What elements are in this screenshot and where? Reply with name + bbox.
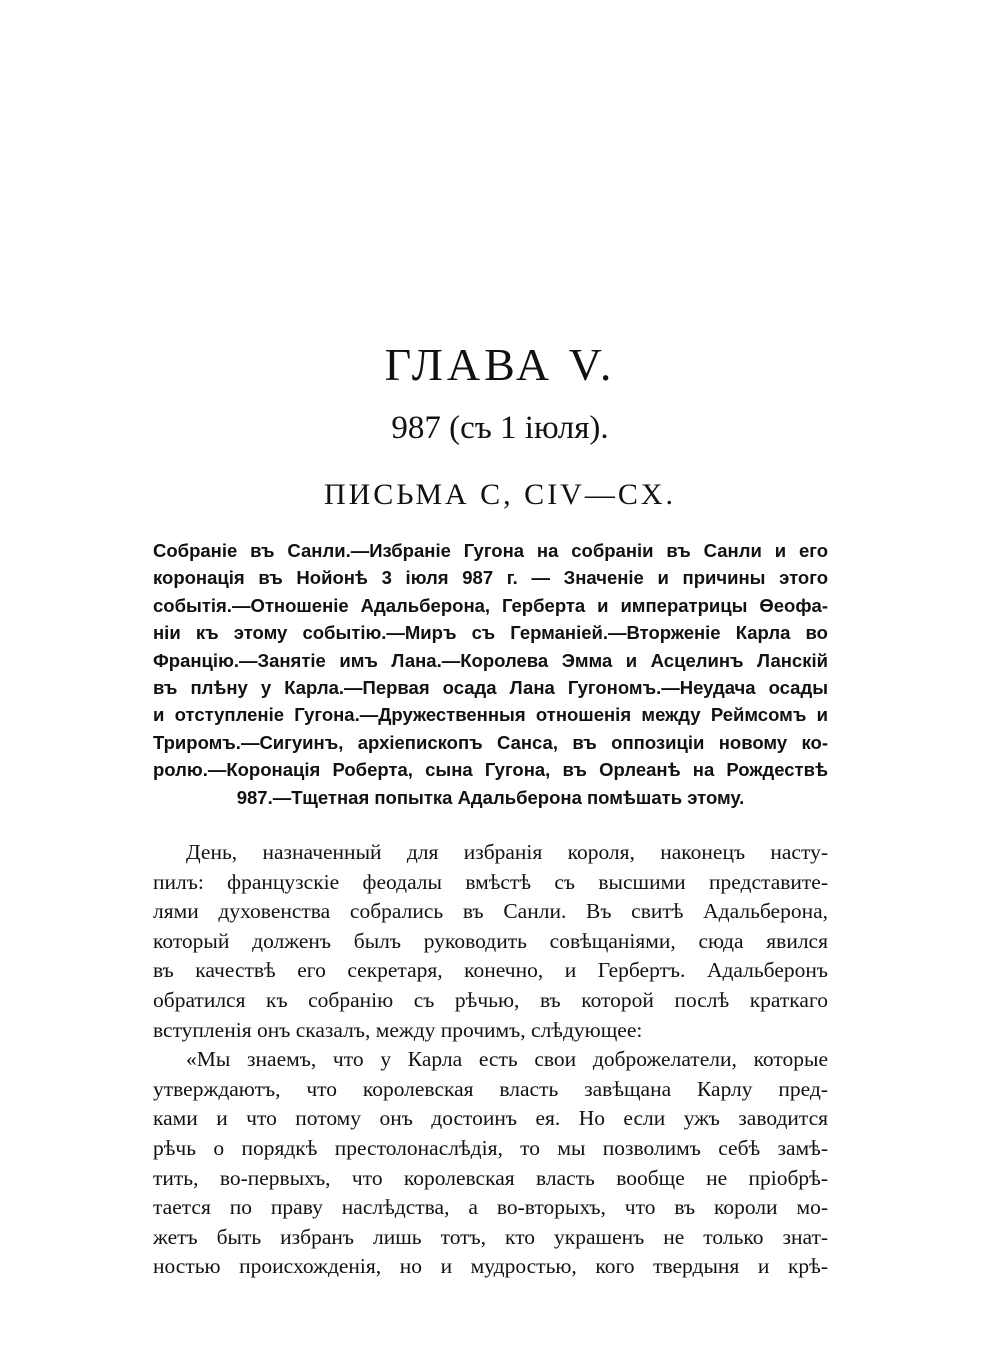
summary-line: 987.—Тщетная попытка Адальберона помѣшать этому. [236, 786, 745, 808]
body-line: вступленія онъ сказалъ, между прочимъ, слѣдующее: [153, 1017, 643, 1042]
body-line: жетъ быть избранъ лишь тотъ, кто украшенъ не только знат- [153, 1224, 828, 1249]
body-line: «Мы знаемъ, что у Карла есть свои доброжелатели, которые [186, 1047, 828, 1072]
summary-line: событія.—Отношеніе Адальберона, Герберта и императрицы Өеофа- [153, 594, 828, 616]
body-text [153, 838, 828, 1282]
summary-line: коронація въ Нойонѣ 3 іюля 987 г. — Значеніе и причины этого [153, 567, 828, 589]
body-line: тить, во-первыхъ, что королевская власть вообще не пріобрѣ- [153, 1165, 828, 1190]
body-line: который долженъ былъ руководить совѣщаніями, сюда явился [153, 928, 828, 953]
letters-range: ПИСЬМА С, CIV—CX. [323, 478, 677, 511]
body-line: ками и что потому онъ достоинъ ея. Но если ужъ заводится [153, 1106, 828, 1131]
body-line: утверждаютъ, что королевская власть завѣщана Карлу пред- [153, 1076, 828, 1101]
chapter-date: 987 (съ 1 іюля). [391, 410, 609, 446]
summary-line: и отступленіе Гугона.—Дружественныя отношенія между Реймсомъ и [153, 704, 828, 726]
summary-line: ніи къ этому событію.—Миръ съ Германіей.—Вторженіе Карла во [153, 622, 828, 644]
summary-line: ролю.—Коронація Роберта, сына Гугона, въ Орлеанѣ на Рождествѣ [153, 759, 828, 781]
body-line: ностью происхожденія, но и мудростью, кого твердыня и крѣ- [153, 1254, 828, 1279]
summary-line: Триромъ.—Сигуинъ, архіепископъ Санса, въ оппозиціи новому ко- [153, 731, 828, 753]
chapter-summary [153, 537, 828, 811]
body-line: обратился къ собранію съ рѣчью, въ которой послѣ краткаго [153, 987, 828, 1012]
body-line: рѣчь о порядкѣ престолонаслѣдія, то мы позволимъ себѣ замѣ- [153, 1135, 828, 1160]
body-line: тается по праву наслѣдства, а во-вторыхъ, что въ короли мо- [153, 1195, 828, 1220]
body-line: пилъ: французскіе феодалы вмѣстѣ съ высшими представите- [153, 869, 828, 894]
body-line: лями духовенства собрались въ Санли. Въ свитѣ Адальберона, [153, 899, 828, 924]
summary-line: Францію.—Занятіе имъ Лана.—Королева Эмма и Асцелинъ Ланскій [153, 649, 828, 671]
chapter-title: ГЛАВА V. [384, 339, 616, 390]
summary-line: Собраніе въ Санли.—Избраніе Гугона на собраніи въ Санли и его [153, 540, 828, 561]
summary-line: въ плѣну у Карла.—Первая осада Лана Гугономъ.—Неудача осады [153, 677, 828, 699]
body-line: День, назначенный для избранія короля, наконецъ насту- [186, 840, 828, 864]
body-line: въ качествѣ его секретаря, конечно, и Гербертъ. Адальберонъ [153, 958, 828, 983]
